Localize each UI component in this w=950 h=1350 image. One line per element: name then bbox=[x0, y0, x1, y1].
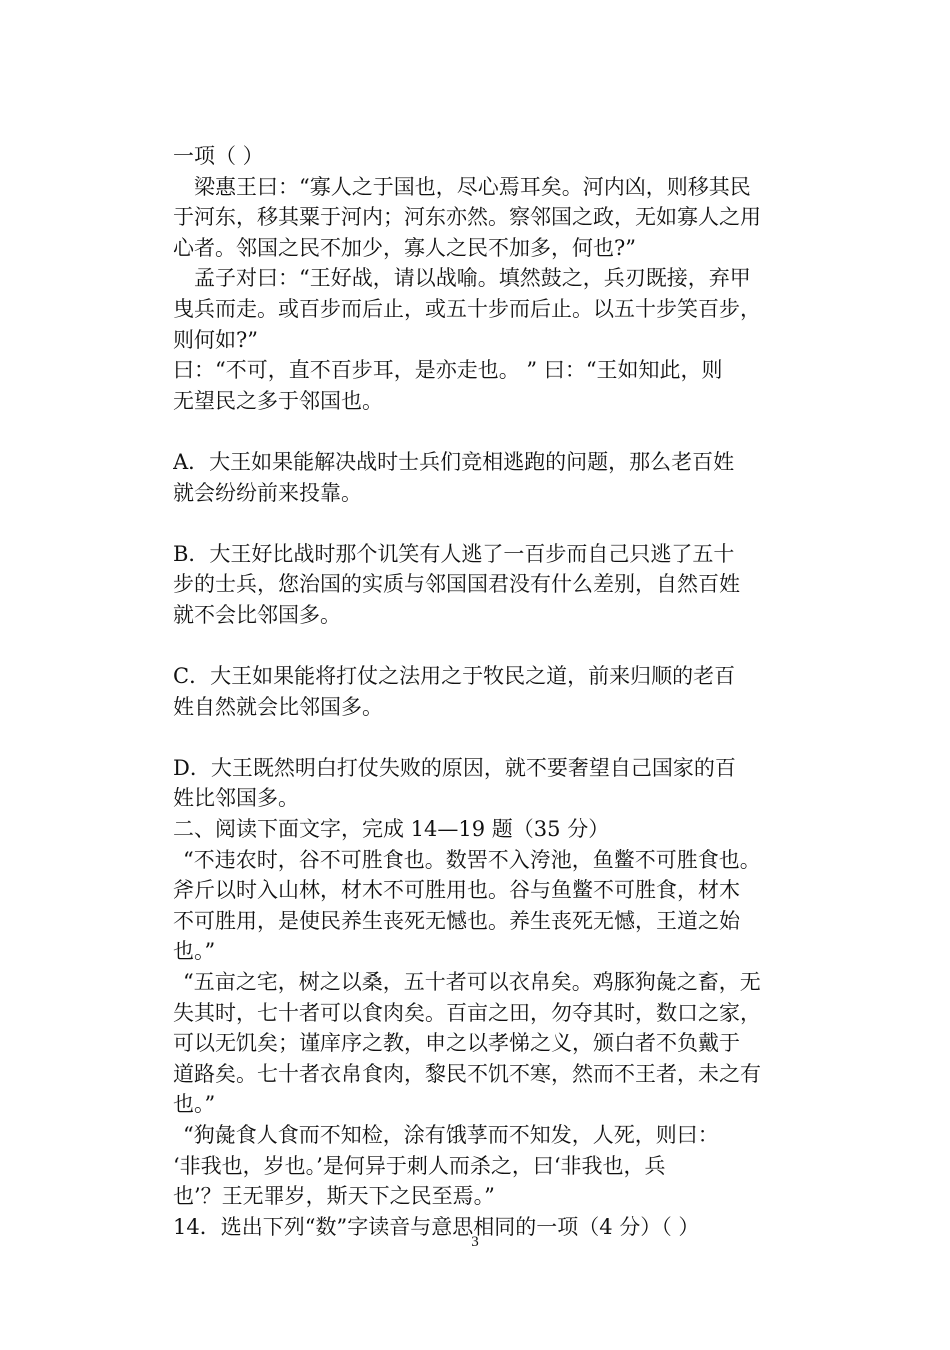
option-c-line: 姓自然就会比邻国多。 bbox=[173, 694, 383, 719]
option-b-line: 就不会比邻国多。 bbox=[173, 602, 341, 627]
option-d-line: 姓比邻国多。 bbox=[173, 786, 299, 811]
spacer bbox=[173, 631, 785, 662]
option-a bbox=[173, 447, 785, 508]
passage-line: 也’？王无罪岁，斯天下之民至焉。” bbox=[173, 1184, 495, 1209]
passage-line: 也。” bbox=[173, 1092, 216, 1117]
passage-line: 不可胜用，是使民养生丧死无憾也。养生丧死无憾，王道之始 bbox=[173, 908, 740, 933]
intro-line: 曳兵而走。或百步而后止，或五十步而后止。以五十步笑百步， bbox=[173, 296, 761, 321]
passage-line: 也。” bbox=[173, 939, 216, 964]
intro-line: 无望民之多于邻国也。 bbox=[173, 388, 383, 413]
intro-line: 孟子对曰：“王好战，请以战喻。填然鼓之，兵刃既接，弃甲 bbox=[194, 266, 751, 291]
option-b bbox=[173, 539, 785, 631]
passage-line: 可以无饥矣；谨庠序之教，申之以孝悌之义，颁白者不负戴于 bbox=[173, 1031, 740, 1056]
option-c bbox=[173, 661, 785, 722]
document-page bbox=[173, 141, 785, 1242]
passage-line: ‘非我也，岁也。’是何异于刺人而杀之，曰‘非我也，兵 bbox=[173, 1153, 666, 1178]
intro-line: 梁惠王曰：“寡人之于国也，尽心焉耳矣。河内凶，则移其民 bbox=[194, 174, 751, 199]
intro-line: 曰：“不可，直不百步耳，是亦走也。 ” 曰：“王如知此，则 bbox=[173, 358, 723, 383]
intro-line: 则何如?” bbox=[173, 327, 258, 352]
option-a-line: 就会纷纷前来投靠。 bbox=[173, 480, 362, 505]
option-b-line: 步的士兵，您治国的实质与邻国国君没有什么差别，自然百姓 bbox=[173, 572, 740, 597]
passage-line: “不违农时，谷不可胜食也。数罟不入洿池，鱼鳖不可胜食也。 bbox=[183, 847, 761, 872]
spacer bbox=[173, 508, 785, 539]
spacer bbox=[173, 416, 785, 447]
passage-line: 道路矣。七十者衣帛食肉，黎民不饥不寒，然而不王者，未之有 bbox=[173, 1061, 761, 1086]
intro-line: 一项（ ） bbox=[173, 144, 264, 168]
passage-line: 斧斤以时入山林，材木不可胜用也。谷与鱼鳖不可胜食，材木 bbox=[173, 878, 740, 903]
option-c-line: C．大王如果能将打仗之法用之于牧民之道，前来归顺的老百 bbox=[173, 664, 736, 689]
section-heading: 二、阅读下面文字，完成 14—19 题（35 分） bbox=[173, 817, 610, 842]
spacer bbox=[173, 722, 785, 753]
intro-line: 于河东，移其粟于河内；河东亦然。察邻国之政，无如寡人之用 bbox=[173, 205, 761, 230]
question-14: 14．选出下列“数”字读音与意思相同的一项（4 分）（ ） bbox=[173, 1214, 700, 1239]
option-a-line: A．大王如果能解决战时士兵们竞相逃跑的问题，那么老百姓 bbox=[173, 449, 735, 474]
passage-line: “狗彘食人食而不知检，涂有饿莩而不知发，人死，则曰： bbox=[183, 1123, 719, 1147]
passage-line: “五亩之宅，树之以桑，五十者可以衣帛矣。鸡豚狗彘之畜，无 bbox=[183, 970, 761, 995]
option-d-line: D．大王既然明白打仗失败的原因，就不要奢望自己国家的百 bbox=[173, 755, 736, 780]
option-b-line: B．大王好比战时那个讥笑有人逃了一百步而自己只逃了五十 bbox=[173, 541, 735, 566]
page-number: 3 bbox=[471, 1234, 479, 1250]
reading-passage bbox=[173, 845, 785, 1212]
passage-line: 失其时，七十者可以食肉矣。百亩之田，勿夺其时，数口之家， bbox=[173, 1000, 761, 1025]
intro-line: 心者。邻国之民不加少，寡人之民不加多，何也?” bbox=[173, 235, 636, 260]
option-d bbox=[173, 753, 785, 814]
